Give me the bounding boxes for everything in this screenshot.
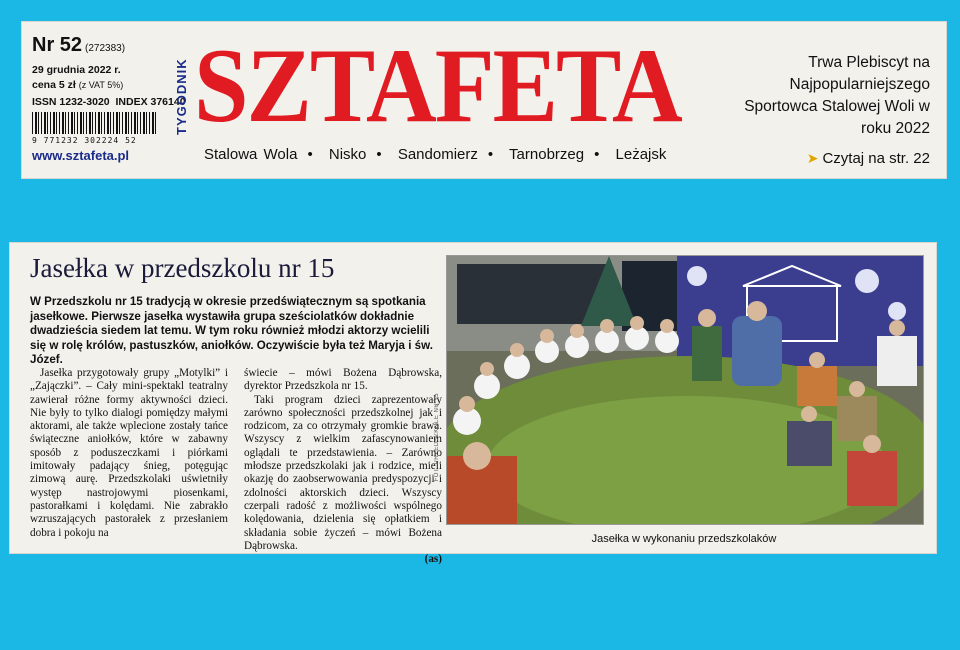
arrow-right-icon: ➤ [806,150,819,166]
nativity-play-photo [446,255,924,525]
photo-caption: Jasełka w wykonaniu przedszkolaków [591,533,777,545]
town-item: Tarnobrzeg [509,146,585,163]
town-item: Nisko [328,146,367,163]
barcode-number: 9 771232 302224 52 [32,136,137,145]
article-paragraph: świecie – mówi Bożena Dąbrowska, dyrektor Przedszkola nr 15. [244,367,442,393]
article-column-1 [30,367,228,540]
photo-credit: FOT. PRZEDSZKOLE NR 15 [434,393,440,482]
vat-note: (z VAT 5%) [78,80,124,90]
plebiscite-promo: Trwa Plebiscyt na Najpopularniejszego Sportowca Stalowej Woli w roku 2022 [744,54,930,137]
article-paragraph: Jasełka przygotowały grupy „Motylki” i „Zajączki”. – Cały mini-spektakl teatralny zawierał różne formy aktywności dzieci. Nie były to tylko dialogi pomiędzy małymi aktorami, ale także wplecione zostały tańce świąteczne aniołków, które w zabawny sposób z poduszeczkami i piórkami imitowały padający śnieg, potęgując zimową aurę. Przedszkolaki uświetniły występ nastrojowymi piosenkami, pastorałkami i kolędami. Nie zabrakło wzruszających pastorałek z przesłaniem dobra i pokoju na [30,367,228,539]
article-paragraph: Taki program dzieci zaprezentowały zarówno społeczności przedszkolnej jak i rodzicom, za co otrzymały gromkie brawa. Wszyscy z wielkim zafascynowaniem oglądali te przedstawienia. – Zarówno młodsze przedszkolaki jak i rodzice, mieli okazję do zaobserwowania predyspozycji i zdolności aktorskich dzieci. Wszyscy czerpali radość z możliwości wspólnego kolędowania, dzielenia się opłatkiem i składania sobie życzeń – mówi Bożena Dąbrowska. [244,393,442,552]
issue-price: cena 5 zł (z VAT 5%) [32,79,124,91]
issue-number: Nr 52 (272383) [32,34,126,56]
tygodnik-label: TYGODNIK [174,58,189,136]
article-lead: W Przedszkolu nr 15 tradycją w okresie przedświątecznym są spotkania jasełkowe. Pierwsze jasełka wystawiła grupa sześciolatków dokładnie dwadzieścia siedem lat temu. W tym roku również młodzi aktorzy wcielili się w rolę królów, pastuszków, aniołków. Oczywiście była też Maryja i św. Józef. [30,295,433,366]
town-item: Sandomierz [397,146,478,163]
town-item: Stalowa Wola [204,146,298,163]
article-column-2 [244,367,442,566]
newspaper-masthead-clipping [22,22,946,178]
website-link[interactable]: www.sztafeta.pl [32,148,130,163]
issue-code: (272383) [85,43,126,54]
issn-index: ISSN 1232-3020 INDEX 376140 [32,96,186,108]
read-more-link[interactable]: ➤ Czytaj na str. 22 [806,150,930,167]
article-headline: Jasełka w przedszkolu nr 15 [30,253,335,283]
barcode-icon [32,112,156,134]
town-item: Leżajsk [615,146,667,163]
article-clipping [10,243,936,566]
newspaper-logo: SZTAFETA [194,28,681,145]
author-signature: (as) [424,553,442,566]
towns-list: Stalowa Wola • Nisko • Sandomierz • Tarnobrzeg • Leżajsk [204,146,667,163]
issue-date: 29 grudnia 2022 r. [32,64,121,76]
